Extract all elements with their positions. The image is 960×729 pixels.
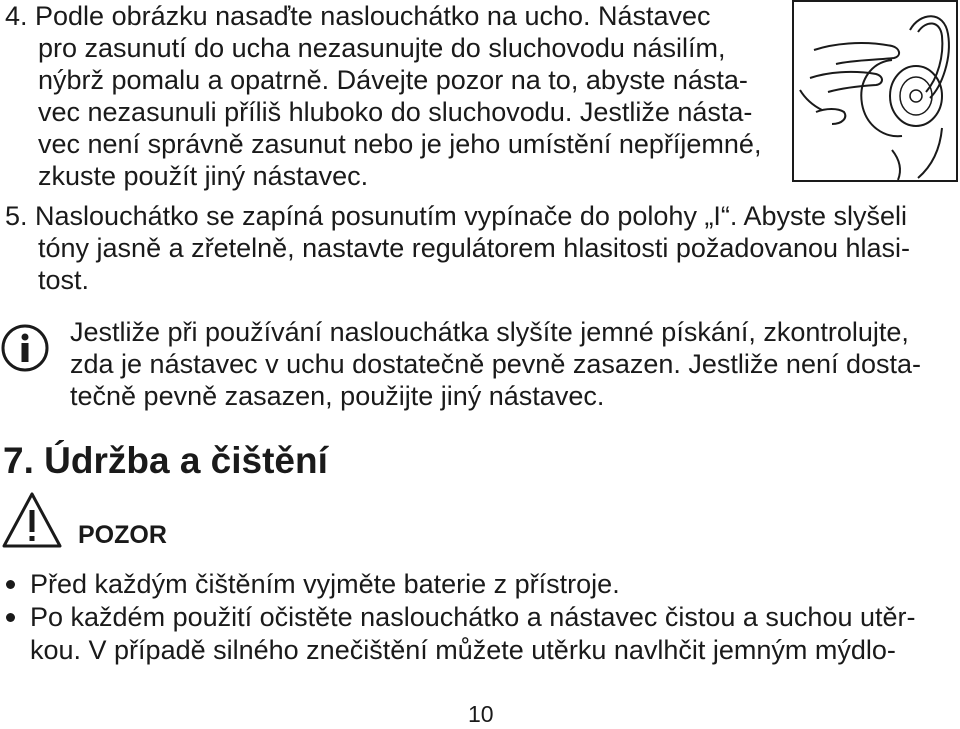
page-number: 10	[468, 701, 494, 727]
step-4-line-1: 4. Podle obrázku nasaďte naslouchátko na ucho. Nástavec	[5, 1, 711, 31]
info-icon	[0, 323, 50, 373]
bullet-dot	[6, 580, 15, 589]
step-5-line-3: tost.	[38, 265, 90, 295]
step-4-line-2: pro zasunutí do ucha nezasunujte do sluchovodu násilím,	[38, 33, 726, 63]
step-4-line-4: vec nezasunuli příliš hluboko do sluchovodu. Jestliže násta-	[38, 97, 753, 127]
step-4-line-5: vec není správně zasunut nebo je jeho umístění nepříjemné,	[38, 129, 762, 159]
bullet-2-line-1: Po každém použití očistěte naslouchátko a nástavec čistou a suchou utěr-	[30, 602, 916, 632]
step-4-line-3: nýbrž pomalu a opatrně. Dávejte pozor na to, abyste násta-	[38, 65, 748, 95]
bullet-2-line-2: kou. V případě silného znečištění můžete utěrku navlhčit jemným mýdlo-	[30, 635, 896, 665]
ear-hearing-aid-illustration	[792, 0, 958, 182]
step-5-line-2: tóny jasně a zřetelně, nastavte regulátorem hlasitosti požadovanou hlasi-	[38, 233, 911, 263]
caution-label: POZOR	[78, 521, 167, 549]
bullet-dot	[6, 613, 15, 622]
section-heading: 7. Údržba a čištění	[3, 440, 328, 481]
step-4-line-6: zkuste použít jiný nástavec.	[38, 161, 369, 191]
info-note-line-1: Jestliže při používání naslouchátka slyšíte jemné pískání, zkontrolujte,	[70, 317, 909, 347]
warning-triangle-icon	[0, 490, 64, 550]
bullet-1-line-1: Před každým čištěním vyjměte baterie z přístroje.	[30, 569, 620, 599]
step-5-line-1: 5. Naslouchátko se zapíná posunutím vypínače do polohy „I“. Abyste slyšeli	[5, 201, 907, 231]
info-note-line-2: zda je nástavec v uchu dostatečně pevně zasazen. Jestliže není dosta-	[70, 349, 922, 379]
info-note-line-3: tečně pevně zasazen, použijte jiný nástavec.	[70, 381, 605, 411]
